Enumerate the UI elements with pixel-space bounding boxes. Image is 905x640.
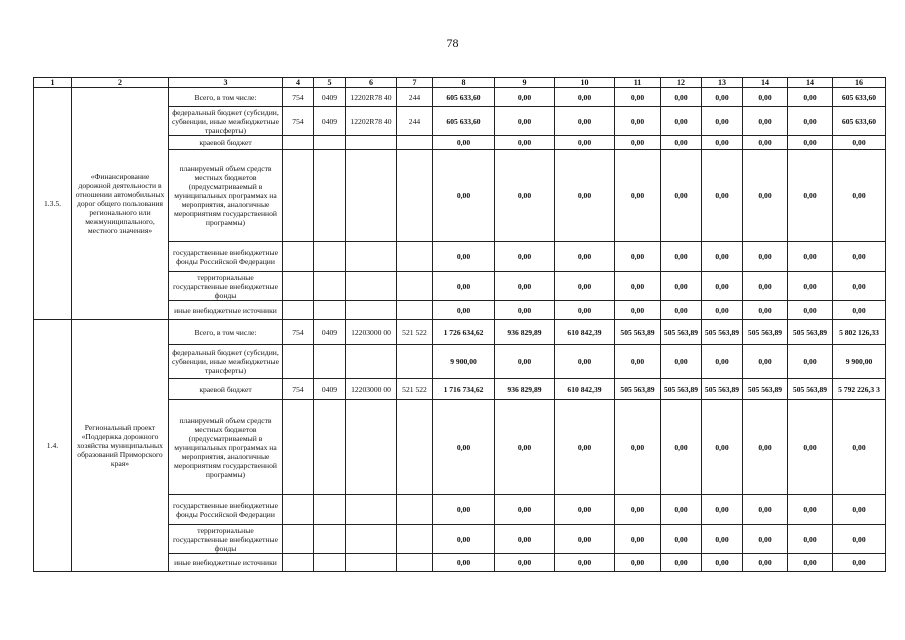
amount-cell: 0,00 — [615, 272, 661, 301]
column-number-cell: 7 — [397, 78, 433, 88]
section-subsection-code — [314, 495, 346, 525]
amount-cell: 0,00 — [833, 242, 886, 272]
amount-cell: 0,00 — [495, 88, 555, 107]
column-number-cell: 3 — [169, 78, 283, 88]
amount-cell: 0,00 — [702, 136, 743, 150]
amount-cell: 0,00 — [788, 88, 833, 107]
target-article-code — [346, 345, 397, 379]
amount-cell: 0,00 — [433, 400, 495, 495]
amount-cell: 0,00 — [661, 525, 702, 554]
expense-type-code: 521 522 — [397, 320, 433, 345]
grbs-code: 754 — [283, 320, 314, 345]
target-article-code — [346, 272, 397, 301]
amount-cell: 0,00 — [495, 525, 555, 554]
amount-cell: 0,00 — [661, 107, 702, 136]
amount-cell: 0,00 — [433, 525, 495, 554]
amount-cell: 0,00 — [743, 525, 788, 554]
amount-cell: 0,00 — [433, 136, 495, 150]
grbs-code — [283, 136, 314, 150]
amount-cell: 505 563,89 — [702, 379, 743, 400]
column-number-row — [34, 78, 886, 88]
grbs-code — [283, 272, 314, 301]
amount-cell: 5 802 126,33 — [833, 320, 886, 345]
amount-cell: 936 829,89 — [495, 320, 555, 345]
amount-cell: 0,00 — [743, 345, 788, 379]
amount-cell: 9 900,00 — [833, 345, 886, 379]
amount-cell: 0,00 — [743, 88, 788, 107]
amount-cell: 605 633,60 — [433, 88, 495, 107]
expense-type-code — [397, 150, 433, 242]
amount-cell: 0,00 — [555, 525, 615, 554]
page-number: 78 — [446, 36, 459, 50]
amount-cell: 0,00 — [555, 345, 615, 379]
amount-cell: 0,00 — [702, 345, 743, 379]
amount-cell: 0,00 — [833, 554, 886, 572]
amount-cell: 0,00 — [495, 242, 555, 272]
amount-cell: 605 633,60 — [833, 107, 886, 136]
amount-cell: 0,00 — [743, 554, 788, 572]
grbs-code — [283, 554, 314, 572]
target-article-code — [346, 554, 397, 572]
amount-cell: 610 842,39 — [555, 379, 615, 400]
section-subsection-code — [314, 242, 346, 272]
amount-cell: 0,00 — [433, 301, 495, 320]
section-subsection-code — [314, 345, 346, 379]
section-subsection-code — [314, 525, 346, 554]
amount-cell: 0,00 — [702, 88, 743, 107]
section-code: 1.4. — [34, 320, 72, 572]
amount-cell: 610 842,39 — [555, 320, 615, 345]
section-name: Региональный проект «Поддержка дорожного хозяйства муниципальных образований Приморского края» — [72, 320, 169, 572]
section-subsection-code — [314, 136, 346, 150]
amount-cell: 0,00 — [555, 88, 615, 107]
expense-type-code — [397, 272, 433, 301]
amount-cell: 505 563,89 — [661, 379, 702, 400]
column-number-cell: 10 — [555, 78, 615, 88]
target-article-code — [346, 400, 397, 495]
target-article-code — [346, 150, 397, 242]
column-number-cell: 1 — [34, 78, 72, 88]
amount-cell: 0,00 — [702, 525, 743, 554]
target-article-code: 12203000 00 — [346, 320, 397, 345]
amount-cell: 0,00 — [555, 495, 615, 525]
target-article-code — [346, 242, 397, 272]
amount-cell: 0,00 — [788, 495, 833, 525]
amount-cell: 0,00 — [743, 150, 788, 242]
amount-cell: 0,00 — [743, 301, 788, 320]
amount-cell: 505 563,89 — [743, 379, 788, 400]
expense-type-code — [397, 301, 433, 320]
amount-cell: 0,00 — [702, 272, 743, 301]
amount-cell: 0,00 — [615, 400, 661, 495]
column-number-cell: 4 — [283, 78, 314, 88]
amount-cell: 0,00 — [788, 525, 833, 554]
column-number-cell: 16 — [833, 78, 886, 88]
amount-cell: 0,00 — [555, 136, 615, 150]
amount-cell: 0,00 — [833, 136, 886, 150]
section-subsection-code — [314, 301, 346, 320]
amount-cell: 0,00 — [833, 400, 886, 495]
amount-cell: 0,00 — [661, 136, 702, 150]
amount-cell: 0,00 — [743, 136, 788, 150]
funding-source: государственные внебюджетные фонды Российской Федерации — [169, 495, 283, 525]
grbs-code — [283, 301, 314, 320]
amount-cell: 0,00 — [433, 150, 495, 242]
amount-cell: 0,00 — [743, 495, 788, 525]
grbs-code — [283, 525, 314, 554]
amount-cell: 0,00 — [555, 400, 615, 495]
amount-cell: 0,00 — [788, 136, 833, 150]
amount-cell: 0,00 — [555, 150, 615, 242]
amount-cell: 0,00 — [833, 495, 886, 525]
grbs-code — [283, 242, 314, 272]
amount-cell: 0,00 — [702, 107, 743, 136]
funding-source: краевой бюджет — [169, 136, 283, 150]
amount-cell: 0,00 — [661, 495, 702, 525]
column-number-cell: 2 — [72, 78, 169, 88]
amount-cell: 0,00 — [615, 242, 661, 272]
expense-type-code: 244 — [397, 88, 433, 107]
amount-cell: 0,00 — [615, 495, 661, 525]
target-article-code: 12202R78 40 — [346, 107, 397, 136]
target-article-code — [346, 495, 397, 525]
amount-cell: 1 716 734,62 — [433, 379, 495, 400]
section-name: «Финансирование дорожной деятельности в отношении автомобильных дорог общего пользования регионального или межмуниципального, местного значения» — [72, 88, 169, 320]
funding-source: федеральный бюджет (субсидии, субвенции, иные межбюджетные трансферты) — [169, 345, 283, 379]
amount-cell: 9 900,00 — [433, 345, 495, 379]
funding-source: Всего, в том числе: — [169, 88, 283, 107]
section-subsection-code: 0409 — [314, 107, 346, 136]
column-number-cell: 12 — [661, 78, 702, 88]
amount-cell: 0,00 — [833, 301, 886, 320]
amount-cell: 0,00 — [661, 88, 702, 107]
expense-type-code — [397, 525, 433, 554]
amount-cell: 0,00 — [615, 525, 661, 554]
target-article-code: 12203000 00 — [346, 379, 397, 400]
amount-cell: 0,00 — [555, 242, 615, 272]
grbs-code — [283, 495, 314, 525]
amount-cell: 0,00 — [788, 272, 833, 301]
target-article-code — [346, 525, 397, 554]
amount-cell: 0,00 — [743, 272, 788, 301]
amount-cell: 0,00 — [788, 150, 833, 242]
amount-cell: 0,00 — [702, 301, 743, 320]
amount-cell: 0,00 — [702, 242, 743, 272]
funding-source: краевой бюджет — [169, 379, 283, 400]
amount-cell: 0,00 — [788, 554, 833, 572]
amount-cell: 0,00 — [495, 107, 555, 136]
column-number-cell: 13 — [702, 78, 743, 88]
funding-source: планируемый объем средств местных бюджетов (предусматриваемый в муниципальных программах на мероприятия, аналогичные мероприятиям государственной программы) — [169, 400, 283, 495]
amount-cell: 0,00 — [702, 554, 743, 572]
expense-type-code — [397, 554, 433, 572]
expense-type-code — [397, 495, 433, 525]
column-number-cell: 5 — [314, 78, 346, 88]
expense-type-code — [397, 242, 433, 272]
column-number-cell: 8 — [433, 78, 495, 88]
amount-cell: 1 726 634,62 — [433, 320, 495, 345]
expense-type-code — [397, 136, 433, 150]
amount-cell: 0,00 — [743, 107, 788, 136]
grbs-code: 754 — [283, 379, 314, 400]
grbs-code: 754 — [283, 107, 314, 136]
amount-cell: 0,00 — [495, 345, 555, 379]
amount-cell: 0,00 — [788, 400, 833, 495]
amount-cell: 0,00 — [788, 301, 833, 320]
funding-source: территориальные государственные внебюджетные фонды — [169, 272, 283, 301]
funding-source: Всего, в том числе: — [169, 320, 283, 345]
amount-cell: 0,00 — [495, 554, 555, 572]
grbs-code — [283, 345, 314, 379]
target-article-code — [346, 301, 397, 320]
amount-cell: 0,00 — [615, 150, 661, 242]
budget-table — [33, 77, 886, 572]
amount-cell: 0,00 — [555, 272, 615, 301]
amount-cell: 505 563,89 — [661, 320, 702, 345]
section-subsection-code: 0409 — [314, 379, 346, 400]
amount-cell: 0,00 — [661, 345, 702, 379]
amount-cell: 0,00 — [661, 301, 702, 320]
grbs-code — [283, 150, 314, 242]
amount-cell: 0,00 — [433, 554, 495, 572]
amount-cell: 0,00 — [702, 150, 743, 242]
grbs-code: 754 — [283, 88, 314, 107]
amount-cell: 605 633,60 — [833, 88, 886, 107]
amount-cell: 0,00 — [788, 107, 833, 136]
amount-cell: 0,00 — [661, 554, 702, 572]
amount-cell: 0,00 — [555, 554, 615, 572]
section-subsection-code: 0409 — [314, 320, 346, 345]
amount-cell: 0,00 — [615, 554, 661, 572]
amount-cell: 0,00 — [661, 242, 702, 272]
amount-cell: 0,00 — [615, 88, 661, 107]
amount-cell: 0,00 — [433, 272, 495, 301]
amount-cell: 0,00 — [661, 272, 702, 301]
funding-source: федеральный бюджет (субсидии, субвенции, иные межбюджетные трансферты) — [169, 107, 283, 136]
amount-cell: 0,00 — [433, 242, 495, 272]
amount-cell: 505 563,89 — [743, 320, 788, 345]
amount-cell: 0,00 — [615, 136, 661, 150]
expense-type-code: 521 522 — [397, 379, 433, 400]
amount-cell: 0,00 — [743, 400, 788, 495]
section-code: 1.3.5. — [34, 88, 72, 320]
column-number-cell: 14 — [743, 78, 788, 88]
amount-cell: 0,00 — [788, 345, 833, 379]
expense-type-code — [397, 400, 433, 495]
column-number-cell: 9 — [495, 78, 555, 88]
amount-cell: 505 563,89 — [702, 320, 743, 345]
amount-cell: 505 563,89 — [615, 320, 661, 345]
expense-type-code: 244 — [397, 107, 433, 136]
target-article-code: 12202R78 40 — [346, 88, 397, 107]
section-subsection-code — [314, 150, 346, 242]
amount-cell: 0,00 — [495, 136, 555, 150]
column-number-cell: 14 — [788, 78, 833, 88]
amount-cell: 0,00 — [495, 150, 555, 242]
column-number-cell: 11 — [615, 78, 661, 88]
funding-source: планируемый объем средств местных бюджетов (предусматриваемый в муниципальных программах на мероприятия, аналогичные мероприятиям государственной программы) — [169, 150, 283, 242]
table-row — [34, 320, 886, 345]
amount-cell: 5 792 226,3 3 — [833, 379, 886, 400]
target-article-code — [346, 136, 397, 150]
amount-cell: 0,00 — [615, 107, 661, 136]
amount-cell: 0,00 — [833, 525, 886, 554]
amount-cell: 0,00 — [433, 495, 495, 525]
amount-cell: 0,00 — [615, 345, 661, 379]
funding-source: государственные внебюджетные фонды Российской Федерации — [169, 242, 283, 272]
amount-cell: 505 563,89 — [788, 320, 833, 345]
amount-cell: 0,00 — [555, 301, 615, 320]
amount-cell: 0,00 — [495, 272, 555, 301]
amount-cell: 0,00 — [833, 272, 886, 301]
expense-type-code — [397, 345, 433, 379]
amount-cell: 0,00 — [495, 301, 555, 320]
amount-cell: 0,00 — [661, 400, 702, 495]
amount-cell: 0,00 — [702, 400, 743, 495]
amount-cell: 0,00 — [495, 495, 555, 525]
funding-source: иные внебюджетные источники — [169, 301, 283, 320]
amount-cell: 0,00 — [615, 301, 661, 320]
amount-cell: 505 563,89 — [788, 379, 833, 400]
table-row — [34, 88, 886, 107]
section-subsection-code: 0409 — [314, 88, 346, 107]
section-subsection-code — [314, 272, 346, 301]
amount-cell: 0,00 — [555, 107, 615, 136]
amount-cell: 0,00 — [495, 400, 555, 495]
amount-cell: 0,00 — [661, 150, 702, 242]
amount-cell: 0,00 — [702, 495, 743, 525]
section-subsection-code — [314, 554, 346, 572]
column-number-cell: 6 — [346, 78, 397, 88]
funding-source: территориальные государственные внебюджетные фонды — [169, 525, 283, 554]
amount-cell: 0,00 — [743, 242, 788, 272]
grbs-code — [283, 400, 314, 495]
amount-cell: 0,00 — [833, 150, 886, 242]
amount-cell: 0,00 — [788, 242, 833, 272]
section-subsection-code — [314, 400, 346, 495]
amount-cell: 605 633,60 — [433, 107, 495, 136]
amount-cell: 936 829,89 — [495, 379, 555, 400]
funding-source: иные внебюджетные источники — [169, 554, 283, 572]
amount-cell: 505 563,89 — [615, 379, 661, 400]
